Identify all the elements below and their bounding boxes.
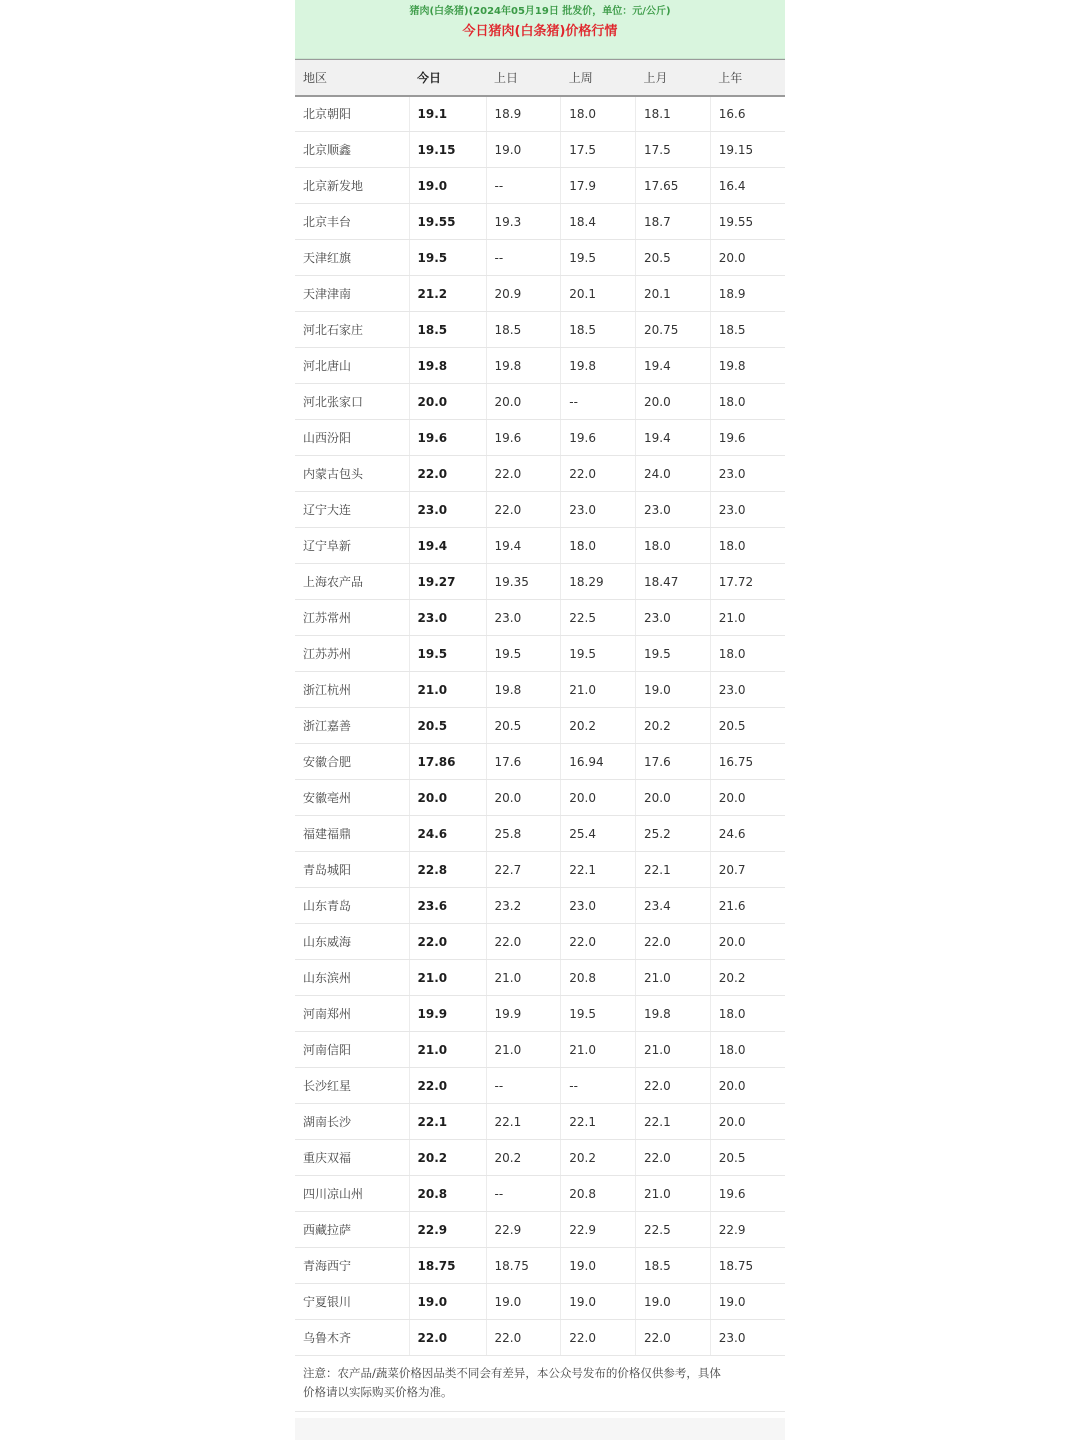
cell-prev-day: 22.0 xyxy=(486,456,561,492)
disclaimer-note xyxy=(295,1356,785,1412)
cell-region: 北京朝阳 xyxy=(295,96,409,132)
price-card xyxy=(295,0,785,1412)
cell-prev-day: -- xyxy=(486,168,561,204)
table-row xyxy=(295,960,785,996)
cell-prev-week: 16.94 xyxy=(561,744,636,780)
cell-prev-day: 22.0 xyxy=(486,492,561,528)
table-row xyxy=(295,888,785,924)
cell-prev-week: 18.0 xyxy=(561,96,636,132)
cell-region: 山东青岛 xyxy=(295,888,409,924)
table-row xyxy=(295,636,785,672)
cell-today: 19.0 xyxy=(409,168,486,204)
cell-today: 20.0 xyxy=(409,384,486,420)
cell-today: 18.75 xyxy=(409,1248,486,1284)
cell-prev-month: 22.0 xyxy=(636,1068,711,1104)
cell-prev-day: 19.6 xyxy=(486,420,561,456)
cell-prev-week: 20.8 xyxy=(561,960,636,996)
cell-today: 22.0 xyxy=(409,1320,486,1356)
cell-prev-day: 19.4 xyxy=(486,528,561,564)
cell-today: 19.9 xyxy=(409,996,486,1032)
cell-region: 重庆双福 xyxy=(295,1140,409,1176)
cell-prev-year: 20.0 xyxy=(710,240,785,276)
cell-prev-week: 18.5 xyxy=(561,312,636,348)
cell-prev-week: 18.4 xyxy=(561,204,636,240)
cell-today: 19.27 xyxy=(409,564,486,600)
cell-prev-day: 18.9 xyxy=(486,96,561,132)
cell-today: 20.0 xyxy=(409,780,486,816)
cell-region: 河北张家口 xyxy=(295,384,409,420)
cell-prev-week: 23.0 xyxy=(561,888,636,924)
cell-prev-day: 20.0 xyxy=(486,384,561,420)
cell-prev-year: 18.0 xyxy=(710,1032,785,1068)
cell-prev-day: 22.0 xyxy=(486,924,561,960)
cell-region: 北京新发地 xyxy=(295,168,409,204)
cell-prev-week: 20.1 xyxy=(561,276,636,312)
cell-prev-month: 19.0 xyxy=(636,672,711,708)
cell-prev-month: 19.0 xyxy=(636,1284,711,1320)
cell-prev-week: 22.1 xyxy=(561,852,636,888)
table-row xyxy=(295,276,785,312)
cell-today: 22.1 xyxy=(409,1104,486,1140)
cell-prev-day: 19.8 xyxy=(486,348,561,384)
table-row xyxy=(295,492,785,528)
table-row xyxy=(295,924,785,960)
cell-prev-week: 19.0 xyxy=(561,1284,636,1320)
table-header-row xyxy=(295,60,785,96)
cell-prev-week: 19.6 xyxy=(561,420,636,456)
cell-prev-day: 22.7 xyxy=(486,852,561,888)
cell-prev-year: 20.7 xyxy=(710,852,785,888)
cell-prev-year: 18.9 xyxy=(710,276,785,312)
cell-prev-year: 21.6 xyxy=(710,888,785,924)
cell-prev-month: 22.0 xyxy=(636,1140,711,1176)
table-row xyxy=(295,780,785,816)
table-row xyxy=(295,312,785,348)
cell-today: 23.6 xyxy=(409,888,486,924)
column-header-prev-day: 上日 xyxy=(486,60,561,96)
cell-today: 19.1 xyxy=(409,96,486,132)
cell-prev-month: 24.0 xyxy=(636,456,711,492)
cell-prev-month: 18.47 xyxy=(636,564,711,600)
table-row xyxy=(295,744,785,780)
cell-prev-month: 20.5 xyxy=(636,240,711,276)
cell-prev-week: 18.29 xyxy=(561,564,636,600)
disclaimer-line-1: 注意：农产品/蔬菜价格因品类不同会有差异，本公众号发布的价格仅供参考，具体 xyxy=(303,1366,721,1380)
cell-prev-month: 25.2 xyxy=(636,816,711,852)
cell-prev-year: 19.0 xyxy=(710,1284,785,1320)
cell-prev-week: 22.0 xyxy=(561,456,636,492)
cell-prev-day: 19.3 xyxy=(486,204,561,240)
cell-prev-week: -- xyxy=(561,384,636,420)
cell-prev-week: 18.0 xyxy=(561,528,636,564)
disclaimer-line-2: 价格请以实际购买价格为准。 xyxy=(303,1385,453,1399)
cell-prev-day: 22.1 xyxy=(486,1104,561,1140)
cell-region: 河南信阳 xyxy=(295,1032,409,1068)
cell-prev-year: 18.0 xyxy=(710,996,785,1032)
cell-prev-week: 22.9 xyxy=(561,1212,636,1248)
cell-prev-year: 20.2 xyxy=(710,960,785,996)
table-row xyxy=(295,420,785,456)
cell-prev-year: 20.5 xyxy=(710,708,785,744)
cell-today: 21.0 xyxy=(409,960,486,996)
cell-prev-year: 19.55 xyxy=(710,204,785,240)
cell-prev-year: 19.15 xyxy=(710,132,785,168)
cell-region: 山西汾阳 xyxy=(295,420,409,456)
cell-region: 浙江杭州 xyxy=(295,672,409,708)
cell-region: 青海西宁 xyxy=(295,1248,409,1284)
cell-prev-month: 22.5 xyxy=(636,1212,711,1248)
cell-region: 北京顺鑫 xyxy=(295,132,409,168)
header-subtitle: 猪肉(白条猪)(2024年05月19日 批发价，单位：元/公斤) xyxy=(409,6,671,17)
cell-prev-week: 20.2 xyxy=(561,708,636,744)
cell-prev-year: 24.6 xyxy=(710,816,785,852)
cell-prev-day: 22.9 xyxy=(486,1212,561,1248)
cell-prev-day: 19.5 xyxy=(486,636,561,672)
cell-prev-day: 22.0 xyxy=(486,1320,561,1356)
cell-prev-week: 20.0 xyxy=(561,780,636,816)
cell-prev-day: 19.35 xyxy=(486,564,561,600)
cell-region: 天津红旗 xyxy=(295,240,409,276)
table-row xyxy=(295,528,785,564)
cell-today: 19.6 xyxy=(409,420,486,456)
cell-region: 河北石家庄 xyxy=(295,312,409,348)
cell-region: 山东滨州 xyxy=(295,960,409,996)
cell-region: 长沙红星 xyxy=(295,1068,409,1104)
cell-prev-week: 21.0 xyxy=(561,672,636,708)
cell-prev-year: 21.0 xyxy=(710,600,785,636)
table-row xyxy=(295,204,785,240)
cell-today: 20.5 xyxy=(409,708,486,744)
cell-prev-week: 22.5 xyxy=(561,600,636,636)
table-row xyxy=(295,1140,785,1176)
cell-region: 江苏常州 xyxy=(295,600,409,636)
cell-prev-day: -- xyxy=(486,1068,561,1104)
cell-prev-month: 18.5 xyxy=(636,1248,711,1284)
cell-region: 河南郑州 xyxy=(295,996,409,1032)
cell-prev-week: 20.8 xyxy=(561,1176,636,1212)
header-banner xyxy=(295,0,785,59)
column-header-prev-year: 上年 xyxy=(710,60,785,96)
cell-prev-year: 23.0 xyxy=(710,456,785,492)
table-row xyxy=(295,168,785,204)
table-row xyxy=(295,1104,785,1140)
cell-prev-month: 23.4 xyxy=(636,888,711,924)
cell-region: 辽宁阜新 xyxy=(295,528,409,564)
cell-prev-month: 21.0 xyxy=(636,960,711,996)
cell-prev-day: 19.0 xyxy=(486,132,561,168)
table-row xyxy=(295,852,785,888)
column-header-today: 今日 xyxy=(409,60,486,96)
cell-prev-year: 16.4 xyxy=(710,168,785,204)
cell-today: 22.8 xyxy=(409,852,486,888)
cell-region: 北京丰台 xyxy=(295,204,409,240)
cell-prev-week: 17.9 xyxy=(561,168,636,204)
cell-prev-month: 23.0 xyxy=(636,492,711,528)
cell-prev-week: 23.0 xyxy=(561,492,636,528)
cell-prev-month: 17.5 xyxy=(636,132,711,168)
table-row xyxy=(295,816,785,852)
cell-prev-week: 19.0 xyxy=(561,1248,636,1284)
cell-prev-month: 20.2 xyxy=(636,708,711,744)
cell-region: 安徽亳州 xyxy=(295,780,409,816)
cell-prev-year: 18.0 xyxy=(710,528,785,564)
table-row xyxy=(295,96,785,132)
cell-prev-month: 17.6 xyxy=(636,744,711,780)
table-row xyxy=(295,348,785,384)
table-row xyxy=(295,1068,785,1104)
cell-prev-month: 20.75 xyxy=(636,312,711,348)
cell-prev-month: 20.0 xyxy=(636,780,711,816)
cell-prev-day: 18.75 xyxy=(486,1248,561,1284)
cell-today: 19.5 xyxy=(409,240,486,276)
table-row xyxy=(295,384,785,420)
table-body xyxy=(295,96,785,1356)
cell-prev-week: 19.5 xyxy=(561,240,636,276)
table-row xyxy=(295,1212,785,1248)
cell-prev-day: -- xyxy=(486,1176,561,1212)
cell-region: 辽宁大连 xyxy=(295,492,409,528)
cell-today: 23.0 xyxy=(409,600,486,636)
cell-prev-year: 18.5 xyxy=(710,312,785,348)
cell-prev-month: 19.4 xyxy=(636,420,711,456)
table-row xyxy=(295,240,785,276)
cell-prev-year: 20.0 xyxy=(710,1068,785,1104)
cell-prev-day: 21.0 xyxy=(486,960,561,996)
cell-prev-month: 19.8 xyxy=(636,996,711,1032)
cell-prev-month: 22.0 xyxy=(636,1320,711,1356)
cell-region: 天津津南 xyxy=(295,276,409,312)
cell-prev-year: 19.6 xyxy=(710,1176,785,1212)
cell-prev-day: 23.2 xyxy=(486,888,561,924)
cell-today: 17.86 xyxy=(409,744,486,780)
cell-prev-day: 17.6 xyxy=(486,744,561,780)
cell-prev-month: 18.7 xyxy=(636,204,711,240)
cell-today: 19.0 xyxy=(409,1284,486,1320)
cell-prev-week: 17.5 xyxy=(561,132,636,168)
cell-today: 22.9 xyxy=(409,1212,486,1248)
cell-region: 河北唐山 xyxy=(295,348,409,384)
cell-prev-day: 20.9 xyxy=(486,276,561,312)
cell-prev-month: 21.0 xyxy=(636,1176,711,1212)
cell-region: 四川凉山州 xyxy=(295,1176,409,1212)
cell-prev-year: 22.9 xyxy=(710,1212,785,1248)
cell-prev-week: 25.4 xyxy=(561,816,636,852)
header-title: 今日猪肉(白条猪)价格行情 xyxy=(462,24,618,39)
cell-today: 21.0 xyxy=(409,672,486,708)
cell-prev-month: 20.0 xyxy=(636,384,711,420)
cell-today: 19.5 xyxy=(409,636,486,672)
cell-prev-week: 19.5 xyxy=(561,996,636,1032)
cell-prev-day: 23.0 xyxy=(486,600,561,636)
cell-region: 湖南长沙 xyxy=(295,1104,409,1140)
table-row xyxy=(295,996,785,1032)
cell-today: 19.55 xyxy=(409,204,486,240)
cell-prev-month: 18.1 xyxy=(636,96,711,132)
cell-prev-month: 17.65 xyxy=(636,168,711,204)
cell-today: 19.4 xyxy=(409,528,486,564)
cell-region: 浙江嘉善 xyxy=(295,708,409,744)
cell-today: 19.8 xyxy=(409,348,486,384)
column-header-prev-week: 上周 xyxy=(561,60,636,96)
cell-prev-day: 21.0 xyxy=(486,1032,561,1068)
cell-prev-day: 19.9 xyxy=(486,996,561,1032)
cell-today: 24.6 xyxy=(409,816,486,852)
cell-prev-month: 18.0 xyxy=(636,528,711,564)
table-row xyxy=(295,672,785,708)
cell-prev-year: 23.0 xyxy=(710,492,785,528)
cell-region: 乌鲁木齐 xyxy=(295,1320,409,1356)
cell-today: 18.5 xyxy=(409,312,486,348)
cell-prev-week: -- xyxy=(561,1068,636,1104)
cell-today: 19.15 xyxy=(409,132,486,168)
cell-prev-week: 21.0 xyxy=(561,1032,636,1068)
cell-prev-year: 20.5 xyxy=(710,1140,785,1176)
cell-prev-day: 18.5 xyxy=(486,312,561,348)
cell-prev-year: 20.0 xyxy=(710,780,785,816)
cell-today: 21.0 xyxy=(409,1032,486,1068)
cell-region: 西藏拉萨 xyxy=(295,1212,409,1248)
table-row xyxy=(295,708,785,744)
cell-prev-week: 22.0 xyxy=(561,924,636,960)
cell-prev-month: 19.5 xyxy=(636,636,711,672)
cell-prev-year: 20.0 xyxy=(710,1104,785,1140)
cell-region: 福建福鼎 xyxy=(295,816,409,852)
cell-prev-week: 20.2 xyxy=(561,1140,636,1176)
cell-today: 22.0 xyxy=(409,924,486,960)
table-row xyxy=(295,132,785,168)
cell-prev-month: 22.1 xyxy=(636,852,711,888)
table-row xyxy=(295,564,785,600)
cell-prev-year: 16.75 xyxy=(710,744,785,780)
cell-prev-day: 20.2 xyxy=(486,1140,561,1176)
table-row xyxy=(295,1032,785,1068)
cell-today: 20.2 xyxy=(409,1140,486,1176)
next-section-strip xyxy=(295,1418,785,1440)
cell-prev-year: 19.8 xyxy=(710,348,785,384)
cell-prev-week: 22.0 xyxy=(561,1320,636,1356)
cell-prev-month: 20.1 xyxy=(636,276,711,312)
cell-prev-month: 22.1 xyxy=(636,1104,711,1140)
table-row xyxy=(295,1176,785,1212)
table-row xyxy=(295,1248,785,1284)
cell-prev-year: 23.0 xyxy=(710,1320,785,1356)
cell-today: 22.0 xyxy=(409,1068,486,1104)
cell-prev-year: 18.0 xyxy=(710,636,785,672)
cell-prev-year: 17.72 xyxy=(710,564,785,600)
cell-region: 宁夏银川 xyxy=(295,1284,409,1320)
cell-today: 23.0 xyxy=(409,492,486,528)
cell-prev-month: 21.0 xyxy=(636,1032,711,1068)
cell-prev-day: -- xyxy=(486,240,561,276)
cell-prev-day: 20.0 xyxy=(486,780,561,816)
table-row xyxy=(295,456,785,492)
cell-prev-month: 22.0 xyxy=(636,924,711,960)
cell-prev-year: 20.0 xyxy=(710,924,785,960)
price-table xyxy=(295,59,785,1356)
cell-prev-year: 18.75 xyxy=(710,1248,785,1284)
cell-prev-year: 23.0 xyxy=(710,672,785,708)
cell-today: 20.8 xyxy=(409,1176,486,1212)
cell-region: 内蒙古包头 xyxy=(295,456,409,492)
cell-prev-day: 19.8 xyxy=(486,672,561,708)
cell-today: 22.0 xyxy=(409,456,486,492)
table-row xyxy=(295,1320,785,1356)
cell-prev-month: 23.0 xyxy=(636,600,711,636)
cell-region: 青岛城阳 xyxy=(295,852,409,888)
cell-prev-day: 19.0 xyxy=(486,1284,561,1320)
cell-prev-day: 20.5 xyxy=(486,708,561,744)
column-header-region: 地区 xyxy=(295,60,409,96)
table-row xyxy=(295,600,785,636)
cell-region: 山东威海 xyxy=(295,924,409,960)
column-header-prev-month: 上月 xyxy=(636,60,711,96)
cell-today: 21.2 xyxy=(409,276,486,312)
cell-prev-week: 22.1 xyxy=(561,1104,636,1140)
cell-prev-week: 19.8 xyxy=(561,348,636,384)
cell-region: 安徽合肥 xyxy=(295,744,409,780)
cell-region: 上海农产品 xyxy=(295,564,409,600)
cell-prev-month: 19.4 xyxy=(636,348,711,384)
table-row xyxy=(295,1284,785,1320)
cell-prev-year: 18.0 xyxy=(710,384,785,420)
cell-prev-year: 19.6 xyxy=(710,420,785,456)
cell-region: 江苏苏州 xyxy=(295,636,409,672)
cell-prev-year: 16.6 xyxy=(710,96,785,132)
cell-prev-day: 25.8 xyxy=(486,816,561,852)
cell-prev-week: 19.5 xyxy=(561,636,636,672)
